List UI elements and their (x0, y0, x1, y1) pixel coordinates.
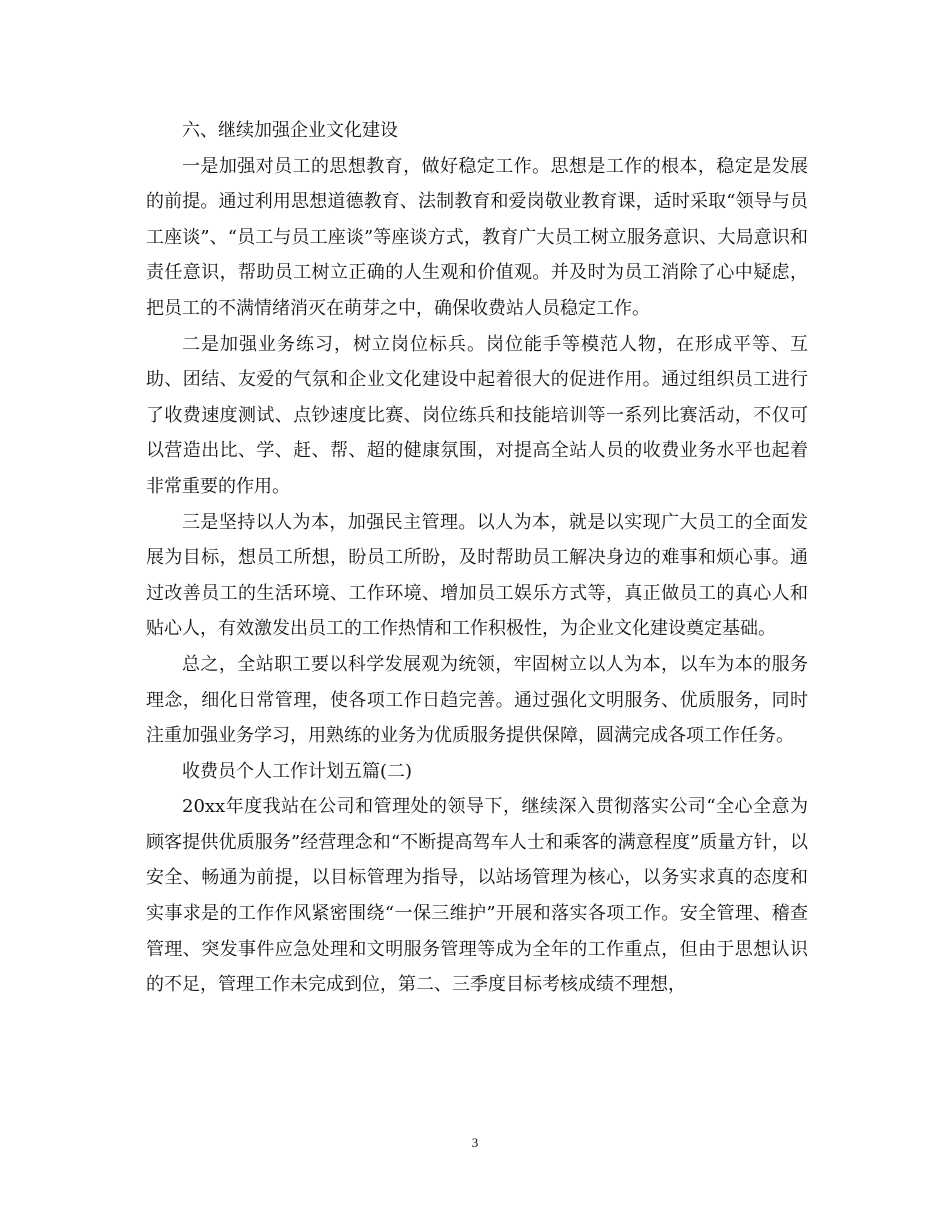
document-body (146, 113, 808, 1003)
paragraph-people-oriented: 三是坚持以人为本，加强民主管理。以人为本，就是以实现广大员工的全面发展为目标，想员工所想，盼员工所盼，及时帮助员工解决身边的难事和烦心事。通过改善员工的生活环境、工作环境、增加员工娱乐方式等，真正做员工的真心人和贴心人，有效激发出员工的工作热情和工作积极性，为企业文化建设奠定基础。 (146, 511, 808, 640)
paragraph-annual-work: 20xx年度我站在公司和管理处的领导下，继续深入贯彻落实公司“全心全意为顾客提供优质服务”经营理念和“不断提高驾车人士和乘客的满意程度”质量方针，以安全、畅通为前提，以目标管理为指导，以站场管理为核心，以务实求真的态度和实事求是的工作作风紧密围绕“一保三维护”开展和落实各项工作。安全管理、稽查管理、突发事件应急处理和文明服务管理等成为全年的工作重点，但由于思想认识的不足，管理工作未完成到位，第二、三季度目标考核成绩不理想， (146, 796, 808, 996)
paragraph-summary: 总之，全站职工要以科学发展观为统领，牢固树立以人为本，以车为本的服务理念，细化日常管理，使各项工作日趋完善。通过强化文明服务、优质服务，同时注重加强业务学习，用熟练的业务为优质服务提供保障，圆满完成各项工作任务。 (146, 653, 808, 747)
section-heading-plan-two: 收费员个人工作计划五篇(二) (182, 760, 413, 782)
section-heading-culture: 六、继续加强企业文化建设 (182, 120, 398, 141)
page-number: 3 (471, 1135, 479, 1150)
paragraph-ideology-education: 一是加强对员工的思想教育，做好稳定工作。思想是工作的根本，稳定是发展的前提。通过利用思想道德教育、法制教育和爱岗敬业教育课，适时采取“领导与员工座谈”、“员工与员工座谈”等座谈方式，教育广大员工树立服务意识、大局意识和责任意识，帮助员工树立正确的人生观和价值观。并及时为员工消除了心中疑虑，把员工的不满情绪消灭在萌芽之中，确保收费站人员稳定工作。 (146, 155, 808, 319)
paragraph-business-practice: 二是加强业务练习，树立岗位标兵。岗位能手等模范人物，在形成平等、互助、团结、友爱的气氛和企业文化建设中起着很大的促进作用。通过组织员工进行了收费速度测试、点钞速度比赛、岗位练兵和技能培训等一系列比赛活动，不仅可以营造出比、学、赶、帮、超的健康氛围，对提高全站人员的收费业务水平也起着非常重要的作用。 (146, 333, 808, 497)
